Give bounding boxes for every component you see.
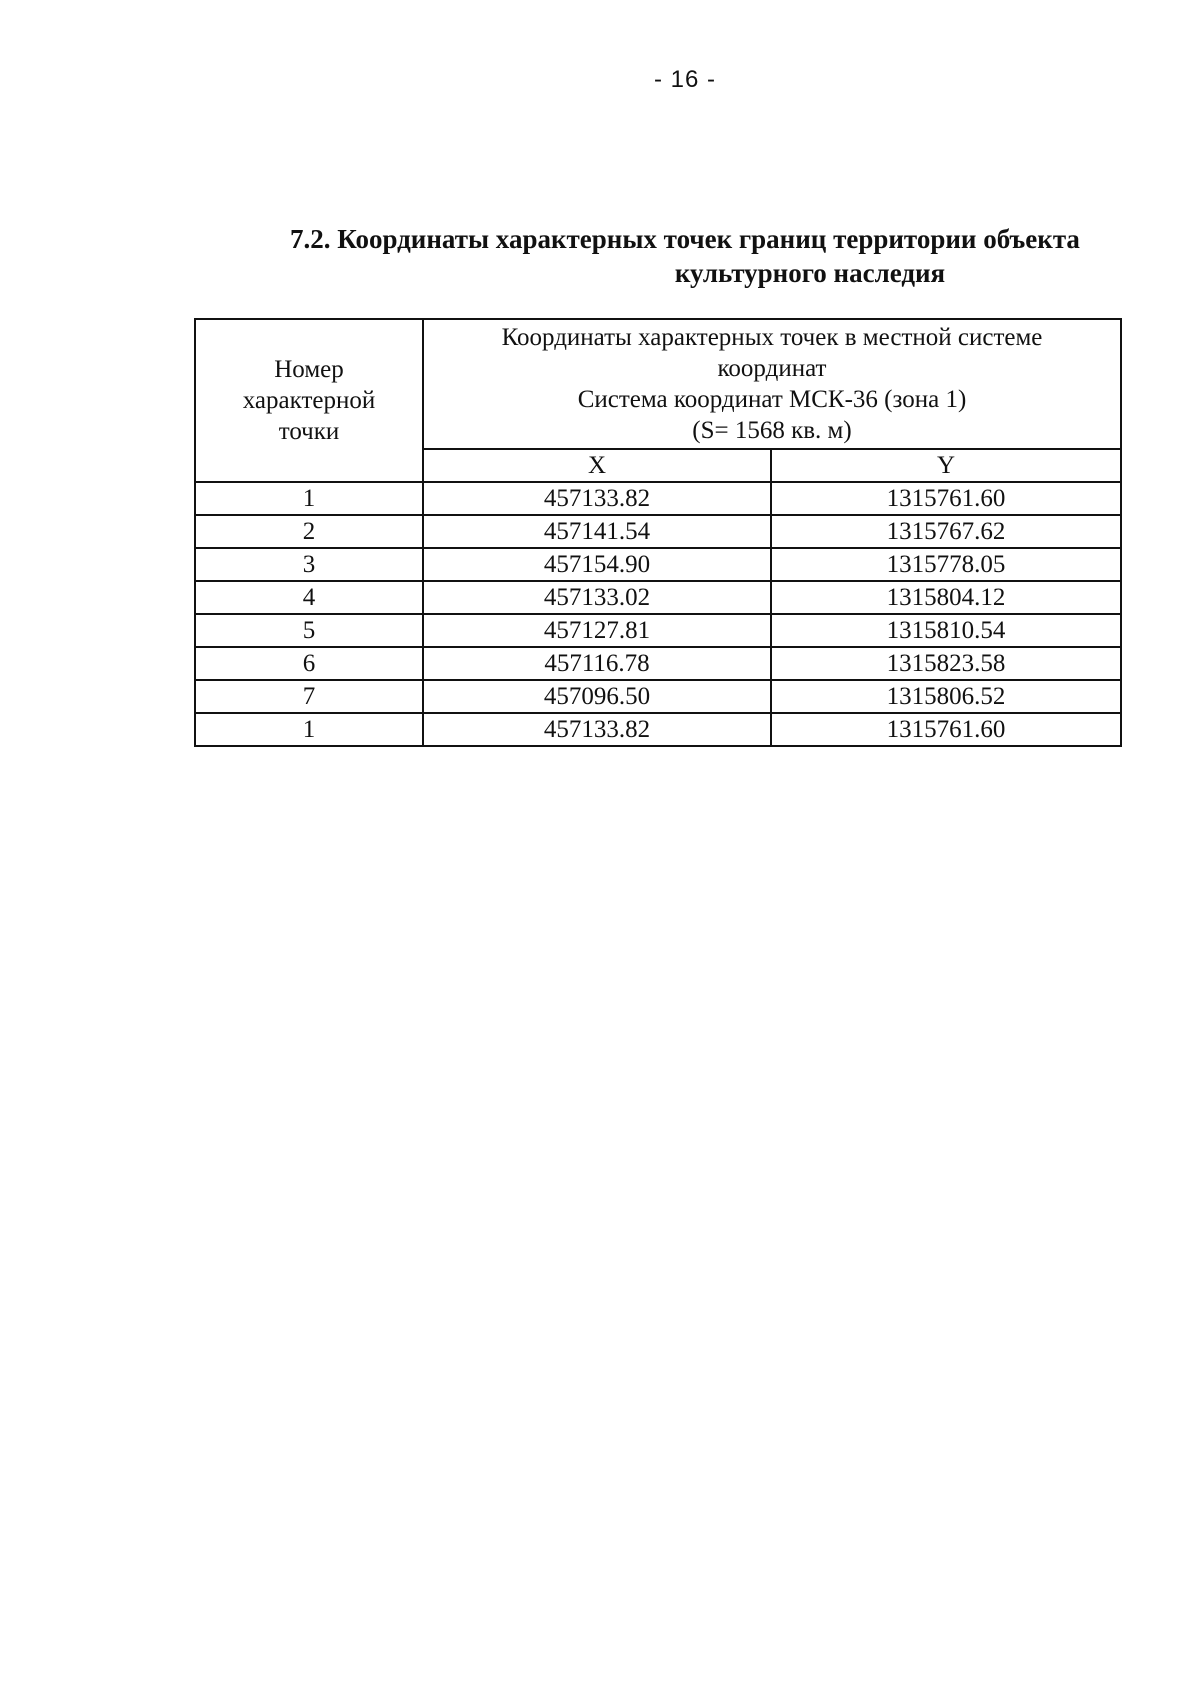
cell-x: 457096.50 (423, 680, 771, 713)
header-coords-line: (S= 1568 кв. м) (692, 417, 852, 444)
header-point-number (195, 319, 423, 482)
section-title-line-2: культурного наследия (674, 258, 946, 288)
cell-point: 3 (195, 548, 423, 581)
cell-point: 2 (195, 515, 423, 548)
cell-x: 457133.82 (423, 482, 771, 515)
table-row (195, 680, 1121, 713)
cell-point: 6 (195, 647, 423, 680)
header-coordinates (423, 319, 1121, 449)
coordinates-table (194, 318, 1122, 747)
header-coords-line: Координаты характерных точек в местной системе (501, 324, 1043, 351)
table-row (195, 647, 1121, 680)
cell-y: 1315761.60 (771, 482, 1121, 515)
cell-y: 1315804.12 (771, 581, 1121, 614)
table-row (195, 515, 1121, 548)
cell-y: 1315823.58 (771, 647, 1121, 680)
header-point-line: характерной (242, 387, 376, 414)
header-y: Y (771, 449, 1121, 482)
table-row (195, 581, 1121, 614)
header-point-line: Номер (274, 356, 344, 383)
cell-point: 4 (195, 581, 423, 614)
cell-y: 1315761.60 (771, 713, 1121, 746)
cell-x: 457133.02 (423, 581, 771, 614)
cell-y: 1315806.52 (771, 680, 1121, 713)
table-row (195, 713, 1121, 746)
cell-point: 1 (195, 713, 423, 746)
cell-point: 1 (195, 482, 423, 515)
table-row (195, 482, 1121, 515)
cell-x: 457154.90 (423, 548, 771, 581)
cell-x: 457133.82 (423, 713, 771, 746)
header-coords-line: координат (717, 355, 827, 382)
cell-x: 457141.54 (423, 515, 771, 548)
cell-y: 1315810.54 (771, 614, 1121, 647)
page-number: - 16 - (653, 66, 716, 93)
table-row (195, 548, 1121, 581)
section-title (290, 222, 1140, 290)
cell-x: 457116.78 (423, 647, 771, 680)
section-title-line-1: 7.2. Координаты характерных точек границ территории объекта (290, 224, 1080, 254)
cell-point: 5 (195, 614, 423, 647)
cell-x: 457127.81 (423, 614, 771, 647)
header-point-line: точки (278, 418, 340, 445)
cell-y: 1315778.05 (771, 548, 1121, 581)
table-row (195, 614, 1121, 647)
header-x: X (423, 449, 771, 482)
cell-point: 7 (195, 680, 423, 713)
header-coords-line: Система координат МСК-36 (зона 1) (577, 386, 967, 413)
cell-y: 1315767.62 (771, 515, 1121, 548)
